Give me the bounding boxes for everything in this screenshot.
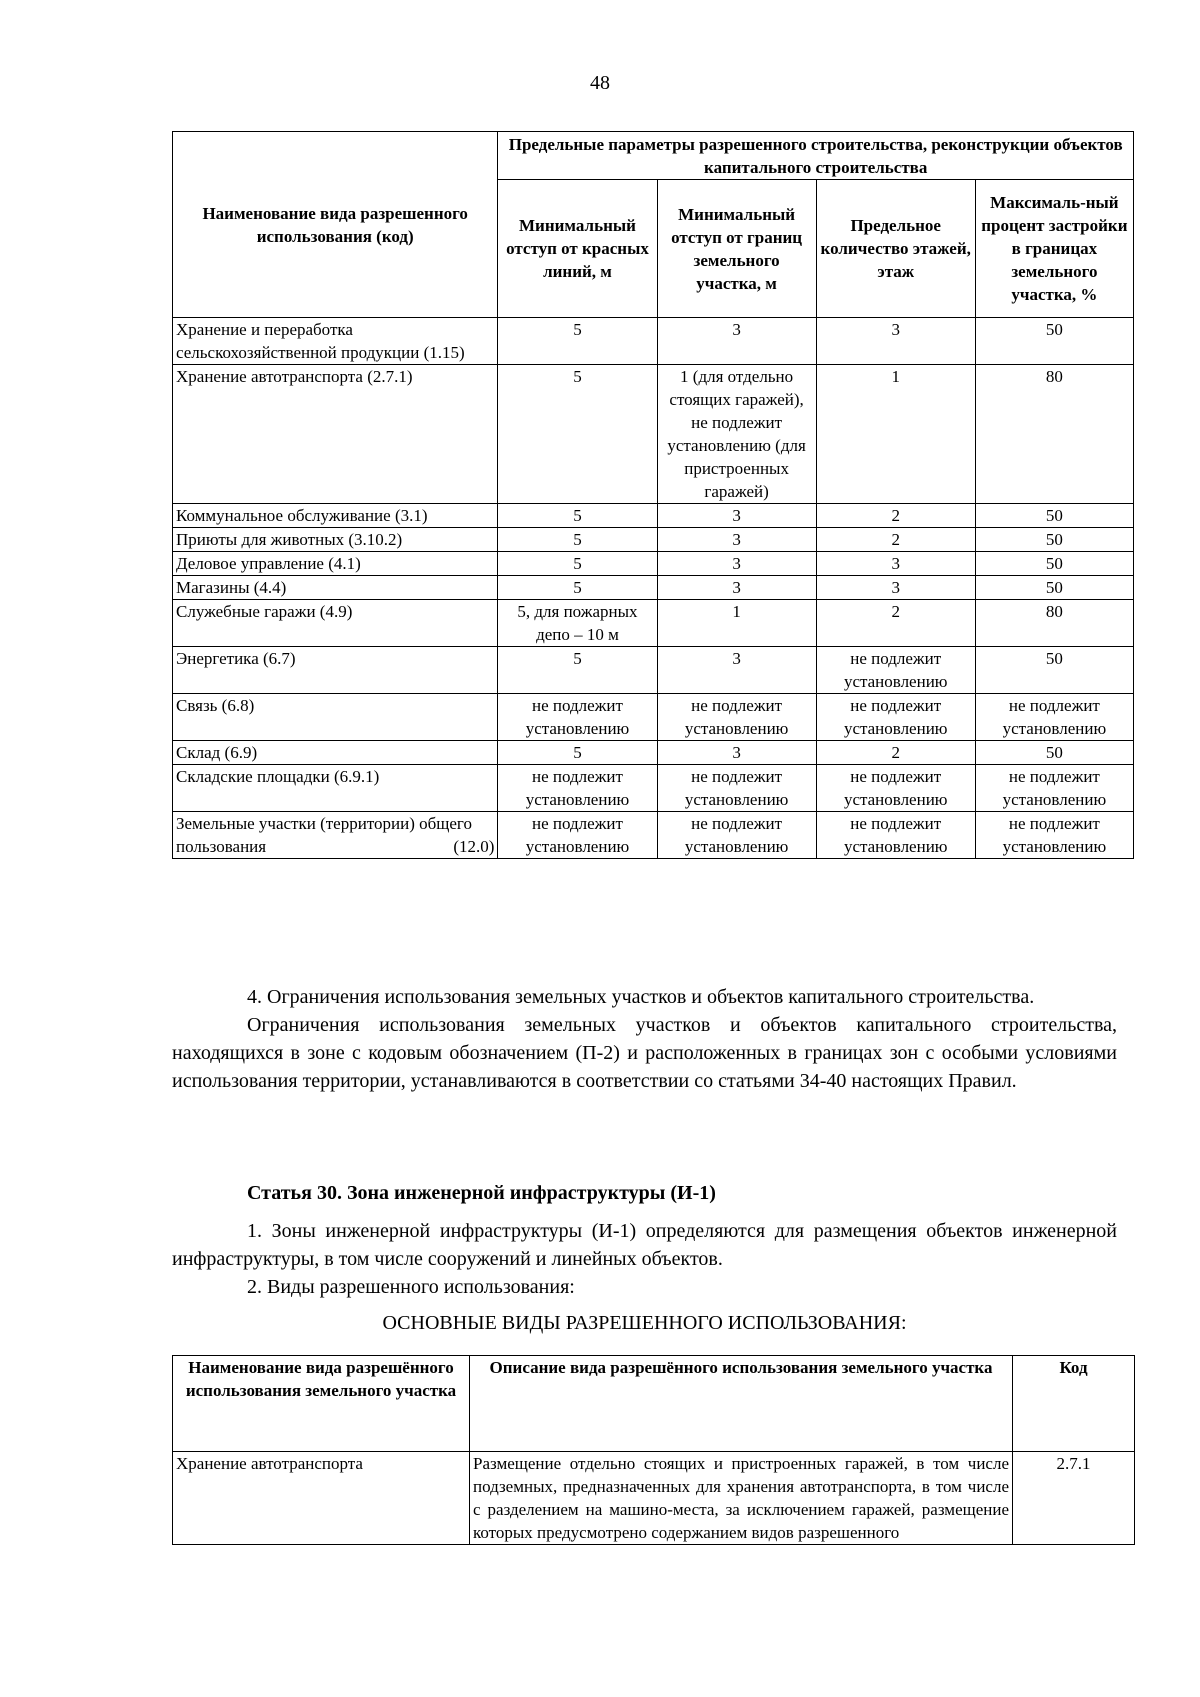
row-name: Энергетика (6.7) <box>173 647 498 694</box>
cell-value: 2 <box>816 528 975 552</box>
zone-parameters-table <box>172 131 1134 859</box>
article-section <box>172 1179 1117 1337</box>
row-name: Коммунальное обслуживание (3.1) <box>173 504 498 528</box>
cell-value: 80 <box>975 600 1133 647</box>
cell-value: 2 <box>816 504 975 528</box>
cell-value: 50 <box>975 552 1133 576</box>
table-row <box>173 365 1134 504</box>
cell-value: 3 <box>657 741 816 765</box>
section-caption: ОСНОВНЫЕ ВИДЫ РАЗРЕШЕННОГО ИСПОЛЬЗОВАНИЯ: <box>382 1312 907 1334</box>
cell-value: не подлежит установлению <box>816 694 975 741</box>
cell-value: 1 (для отдельно стоящих гаражей), не подлежит установлению (для пристроенных гаражей) <box>657 365 816 504</box>
cell-value: 5 <box>498 528 657 552</box>
article-heading: Статья 30. Зона инженерной инфраструктуры (И-1) <box>247 1182 716 1204</box>
cell-value: не подлежит установлению <box>975 694 1133 741</box>
cell-value: не подлежит установлению <box>498 812 657 859</box>
cell-value: 3 <box>816 576 975 600</box>
row-name: Приюты для животных (3.10.2) <box>173 528 498 552</box>
cell-value: 80 <box>975 365 1133 504</box>
table-row <box>173 552 1134 576</box>
row-name: Деловое управление (4.1) <box>173 552 498 576</box>
table-row <box>173 741 1134 765</box>
cell-value: 5 <box>498 647 657 694</box>
paragraph: 1. Зоны инженерной инфраструктуры (И-1) определяются для размещения объектов инженерной инфраструктуры, в том числе сооружений и линейных объектов. <box>172 1220 1117 1270</box>
restrictions-section <box>172 983 1117 1095</box>
table-row <box>173 647 1134 694</box>
cell-value: 1 <box>657 600 816 647</box>
cell-value: не подлежит установлению <box>498 694 657 741</box>
cell-value: 50 <box>975 504 1133 528</box>
header-name: Наименование вида разрешенного использования (код) <box>173 132 498 318</box>
cell-value: не подлежит установлению <box>498 765 657 812</box>
table-row <box>173 1452 1135 1545</box>
cell-value: 5, для пожарных депо – 10 м <box>498 600 657 647</box>
permitted-use-table <box>172 1355 1135 1545</box>
row-name: Хранение автотранспорта <box>173 1452 470 1545</box>
cell-value: не подлежит установлению <box>975 765 1133 812</box>
table-row <box>173 812 1134 859</box>
cell-value: 5 <box>498 365 657 504</box>
cell-value: 50 <box>975 741 1133 765</box>
cell-value: 3 <box>816 552 975 576</box>
table-row <box>173 765 1134 812</box>
cell-value: 5 <box>498 552 657 576</box>
cell-value: не подлежит установлению <box>816 812 975 859</box>
cell-value: 2 <box>816 600 975 647</box>
table-row <box>173 694 1134 741</box>
header-group: Предельные параметры разрешенного строительства, реконструкции объектов капитального строительства <box>498 132 1134 180</box>
cell-value: 5 <box>498 576 657 600</box>
paragraph: 2. Виды разрешенного использования: <box>247 1276 575 1298</box>
header-min-boundary: Минимальный отступ от границ земельного участка, м <box>657 180 816 318</box>
row-name: Магазины (4.4) <box>173 576 498 600</box>
cell-value: 50 <box>975 318 1133 365</box>
cell-value: 3 <box>657 318 816 365</box>
header-floors: Предельное количество этажей, этаж <box>816 180 975 318</box>
cell-value: 50 <box>975 528 1133 552</box>
row-name: Служебные гаражи (4.9) <box>173 600 498 647</box>
table-row <box>173 576 1134 600</box>
cell-value: 2 <box>816 741 975 765</box>
cell-value: не подлежит установлению <box>816 765 975 812</box>
header-min-red-line: Минимальный отступ от красных линий, м <box>498 180 657 318</box>
cell-value: 3 <box>657 552 816 576</box>
cell-value: 1 <box>816 365 975 504</box>
row-name: Склад (6.9) <box>173 741 498 765</box>
cell-value: 3 <box>657 576 816 600</box>
cell-value: 3 <box>657 528 816 552</box>
row-name: Складские площадки (6.9.1) <box>173 765 498 812</box>
row-name: Связь (6.8) <box>173 694 498 741</box>
table-row <box>173 318 1134 365</box>
table-row <box>173 504 1134 528</box>
header-name: Наименование вида разрешённого использования земельного участка <box>173 1356 470 1452</box>
cell-value: 3 <box>657 647 816 694</box>
cell-value: 5 <box>498 504 657 528</box>
table-row <box>173 528 1134 552</box>
paragraph: 4. Ограничения использования земельных участков и объектов капитального строительства. <box>247 986 1035 1008</box>
cell-value: 50 <box>975 647 1133 694</box>
header-max-coverage: Максималь-ный процент застройки в границах земельного участка, % <box>975 180 1133 318</box>
row-name: Хранение и переработка сельскохозяйственной продукции (1.15) <box>173 318 498 365</box>
row-name: Земельные участки (территории) общего пользования (12.0) <box>173 812 498 859</box>
cell-value: 3 <box>816 318 975 365</box>
paragraph: Ограничения использования земельных участков и объектов капитального строительства, находящихся в зоне с кодовым обозначением (П-2) и расположенных в границах зон с особыми условиями использования территории, устанавливаются в соответствии со статьями 34-40 настоящих Правил. <box>172 1014 1117 1092</box>
cell-value: не подлежит установлению <box>816 647 975 694</box>
row-code: 2.7.1 <box>1013 1452 1135 1545</box>
cell-value: не подлежит установлению <box>657 765 816 812</box>
table-row <box>173 600 1134 647</box>
cell-value: не подлежит установлению <box>975 812 1133 859</box>
row-description: Размещение отдельно стоящих и пристроенных гаражей, в том числе подземных, предназначенных для хранения автотранспорта, в том числе с разделением на машино-места, за исключением гаражей, размещение которых предусмотрено содержанием видов разрешенного <box>470 1452 1013 1545</box>
header-code: Код <box>1013 1356 1135 1452</box>
cell-value: не подлежит установлению <box>657 694 816 741</box>
cell-value: не подлежит установлению <box>657 812 816 859</box>
row-name: Хранение автотранспорта (2.7.1) <box>173 365 498 504</box>
cell-value: 5 <box>498 318 657 365</box>
page-number: 48 <box>590 72 610 94</box>
header-description: Описание вида разрешённого использования земельного участка <box>470 1356 1013 1452</box>
cell-value: 5 <box>498 741 657 765</box>
cell-value: 3 <box>657 504 816 528</box>
cell-value: 50 <box>975 576 1133 600</box>
